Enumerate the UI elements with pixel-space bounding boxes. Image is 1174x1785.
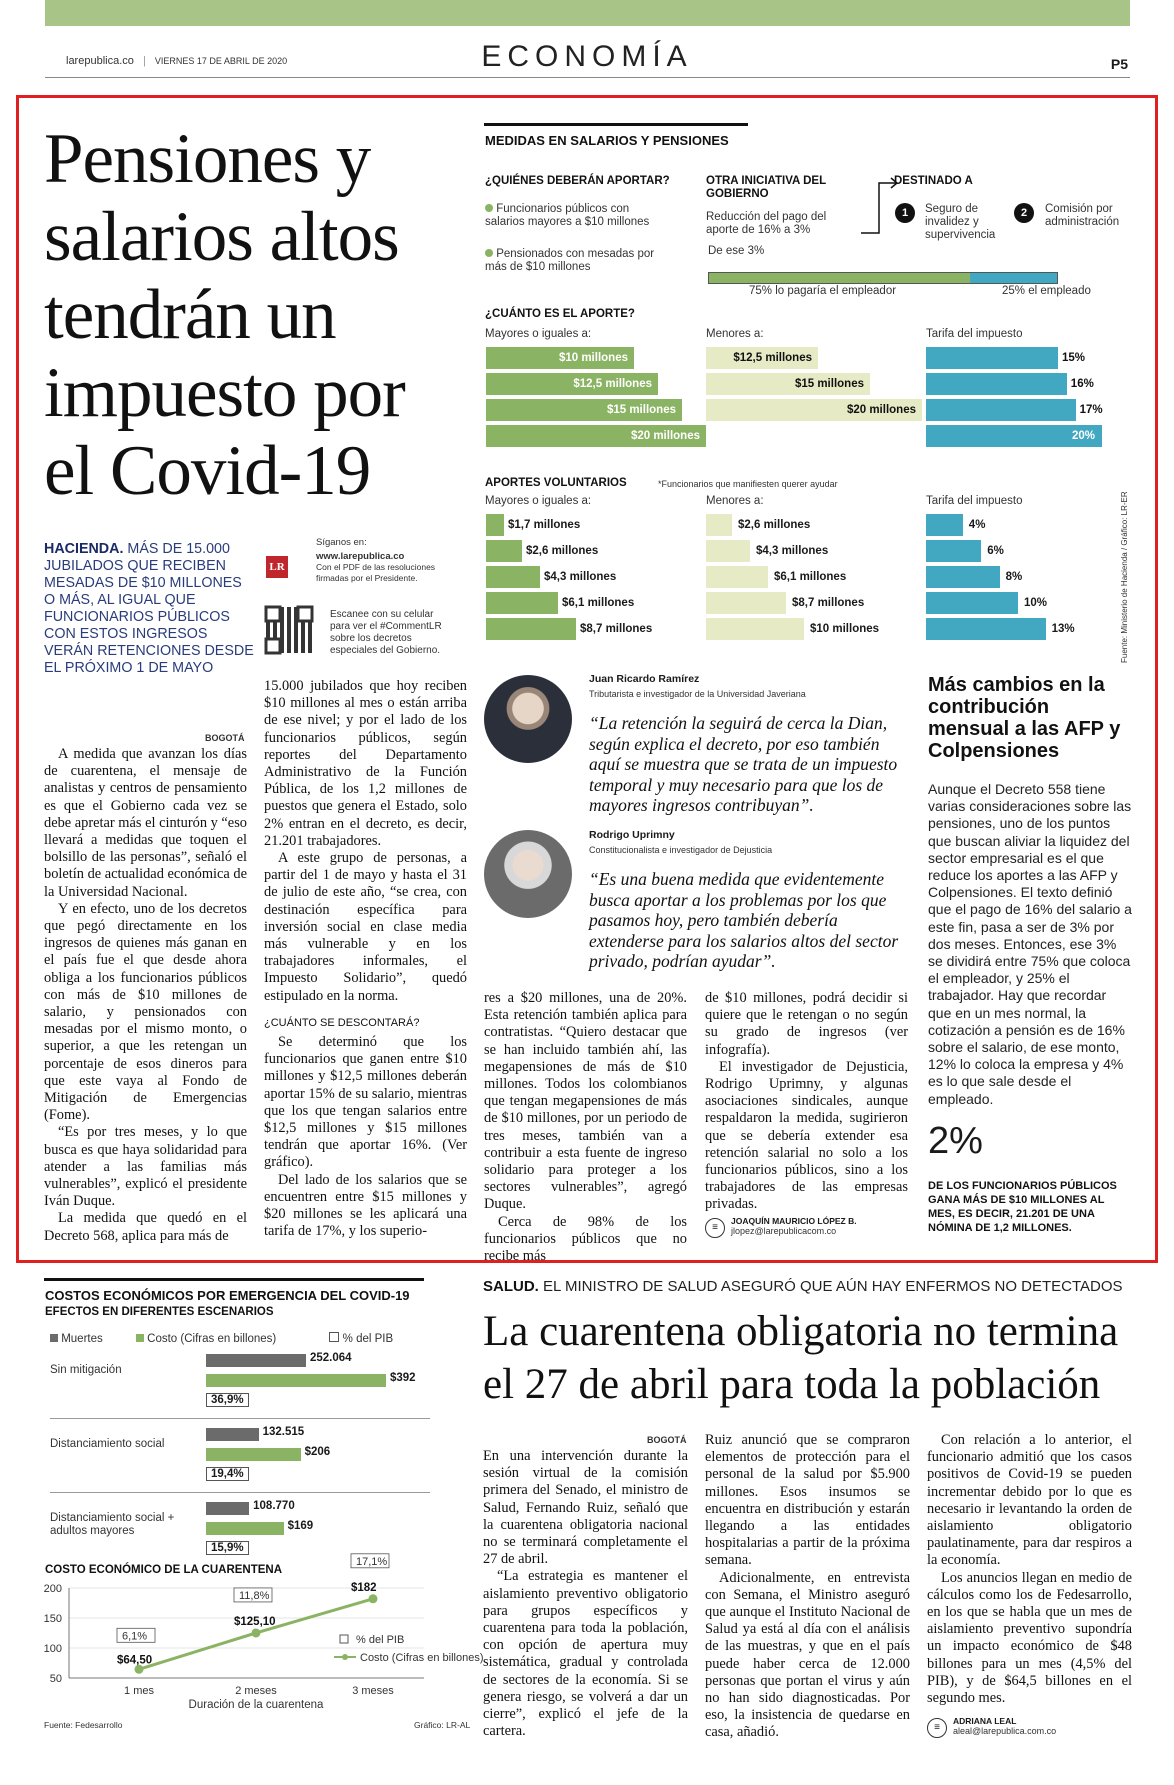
lt-bar: [706, 592, 786, 614]
ge-bar-label: $4,3 millones: [544, 571, 617, 583]
deaths-value: 252.064: [310, 1352, 352, 1364]
lt-bar: [706, 566, 768, 588]
employee-label: 25% el empleado: [1002, 285, 1091, 297]
callout-stat: 2%: [928, 1120, 983, 1162]
cost-bar: [206, 1374, 386, 1387]
follow-label: Síganos en:: [316, 537, 367, 548]
scenario-label: Distanciamiento social: [50, 1438, 165, 1450]
pct-value: 15,9%: [206, 1541, 249, 1555]
paragraph: Adicionalmente, en entrevista con Semana, el Ministro aseguró que aunque el Instituto Nacional de Salud ya está al día con el análisis de las muestras, y que en el país puede haber cerca de 12.000 personas que portan el virus y aún no han sido diagnosticadas. Por eso, la insistencia de quedarse en casa, añadió.: [705, 1569, 910, 1741]
paragraph: A medida que avanzan los días de cuarentena, el mensaje de analistas y centros de pensamiento es que el Gobierno cada vez se debe apretar más el cinturón y “eso llevará a medidas que toquen el bolsillo de las personas”, señaló el boletín de actualidad económica de la Universidad Nacional.: [44, 746, 247, 900]
article2-kicker: SALUD.: [483, 1278, 539, 1295]
tax-bar: [926, 373, 1067, 395]
ge-bar-label: $2,6 millones: [526, 545, 599, 557]
data-label: $125,10: [234, 1615, 276, 1628]
ge-bar: $10 millones: [486, 347, 634, 369]
top-color-band: [45, 0, 1130, 26]
paragraph: Y en efecto, uno de los decretos que pegó directamente en los ingresos de quienes más ganan en el país fue el que desde ahora obliga a los funcionarios públicos con más de $10 millones de salario, y pensionados con mesadas por el mismo monto, o superior, a que les retengan un porcentaje de esos dineros para que este vaya al Fondo de Mitigación de Emergencias (Fome).: [44, 900, 247, 1124]
legend-point: [342, 1654, 348, 1660]
dest-title: DESTINADO A: [894, 175, 973, 187]
paragraph: Con relación a lo anterior, el funcionario admitió que los casos positivos de Covid-19 se pueden incrementar debido por lo que es necesario ir levantando la orden de aislamiento obligatorio paulatinamente, para dar respiros a la economía.: [927, 1432, 1132, 1569]
section-title: ECONOMÍA: [481, 40, 693, 73]
deaths-bar: [206, 1354, 306, 1367]
tax-bar: [926, 540, 981, 562]
data-point: [252, 1628, 261, 1637]
pct-label: 17,1%: [356, 1555, 388, 1568]
lede-kicker: HACIENDA.: [44, 541, 124, 557]
x-tick-label: 1 mes: [124, 1685, 154, 1697]
y-tick-label: 200: [43, 1583, 62, 1595]
dest-badge-2: 2: [1014, 203, 1034, 223]
quote-text: “La retención la seguirá de cerca la Dian, según explica el decreto, por eso también aquí se muestra que se trata de un impuesto temporal y muy necesario para que los de mayores ingresos contribuyan”.: [589, 713, 898, 815]
vol-note: *Funcionarios que manifiesten querer ayudar: [658, 479, 838, 489]
author-name: JOAQUÍN MAURICIO LÓPEZ B.: [731, 1216, 857, 1226]
lt-bar: $12,5 millones: [706, 347, 818, 369]
legend-label: Costo (Cifras en billones): [147, 1333, 277, 1345]
ge-bar: $20 millones: [486, 425, 706, 447]
ge-bar-label: $8,7 millones: [580, 623, 653, 635]
article-lede: [44, 541, 254, 677]
masthead-meta: larepublica.co | VIERNES 17 DE ABRIL DE 2020: [66, 55, 288, 67]
legend-swatch: [340, 1635, 348, 1643]
deaths-value: 132.515: [262, 1426, 305, 1438]
lt-bar: [706, 618, 804, 640]
paragraph: res a $20 millones, una de 20%. Esta retención también aplica para contratistas. “Quiero destacar que se han incluido también ahí, las megapensiones de más de $10 millones. Todos los colombianos que tengan megapensiones de más de $10 millones, por un periodo de tres meses, también van a contribuir a esta fuente de ingreso solidario para proteger a los sectores vulnerables”, agregó Duque.: [484, 990, 687, 1213]
ge-bar: $15 millones: [486, 399, 682, 421]
cost-bar: [206, 1522, 284, 1535]
article-col-4: [705, 990, 908, 1214]
data-label: $64,50: [117, 1654, 153, 1667]
ge-bar: [486, 540, 522, 562]
follow-text: Con el PDF de las resoluciones firmadas por el Presidente.: [316, 562, 436, 583]
costs-legend: [50, 1332, 470, 1345]
ge-bar: [486, 592, 558, 614]
x-tick-label: 2 meses: [235, 1685, 277, 1697]
ge-bar: [486, 566, 540, 588]
quote-name: Juan Ricardo Ramírez: [589, 673, 700, 685]
quote-text: “Es una buena medida que evidentemente busca aportar a los problemas por los que pasamos hoy, pero también debería extenderse para los salarios altos del sector privado, podrían ayudar”.: [589, 869, 899, 971]
infographic-title-rule: [484, 123, 748, 126]
costs-subtitle: EFECTOS EN DIFERENTES ESCENARIOS: [45, 1306, 274, 1318]
callout-text: Aunque el Decreto 558 tiene varias consideraciones sobre las pensiones, uno de los puntos que buscan aliviar la liquidez del sector empresarial es el que reduce los aportes a las AFP y Colpensiones. El texto definió que el pago de 16% del salario a este fin, pasa a ser de 3% por dos meses. Entonces, ese 3% se dividirá entre 75% que coloca el empleador, y 25% el trabajador. Hay que recordar que en un mes normal, la cotización a pensión es de 16% sobre el salario, de ese monto, 12% lo coloca la empresa y 4% es lo que sale desde el empleado.: [928, 781, 1132, 1107]
tax-value: 16%: [1070, 378, 1094, 390]
lt-bar: $20 millones: [706, 399, 922, 421]
data-point: [369, 1594, 378, 1603]
paragraph: “La estrategia es mantener el aislamiento preventivo obligatorio para grupos específicos y cuarentena para toda la población, con opción de apertura muy sistemática, gradual y controlada de sectores de la economía. Si se genera riesgo, se volverá a dar un cierre”, explicó el jefe de la cartera.: [483, 1568, 688, 1740]
article2-col-1: [483, 1448, 688, 1740]
header-divider: [45, 77, 1130, 78]
article2-col-3: [927, 1432, 1132, 1707]
follow-block: [316, 537, 436, 584]
flow-arrow-icon: [859, 175, 899, 235]
paragraph: Ruiz anunció que se compraron elementos de protección para el personal de la salud por $5.900 millones. Esos insumos se encuentra en distribución y estarán llegando a las entidades hospitalarias a partir de la próxima semana.: [705, 1432, 910, 1569]
bullet-icon: [485, 249, 493, 257]
other-text: Reducción del pago del aporte de 16% a 3%: [706, 211, 827, 236]
paragraph: La medida que quedó en el Decreto 568, aplica para más de: [44, 1210, 247, 1244]
follow-site[interactable]: www.larepublica.co: [316, 551, 405, 562]
paragraph: Cerca de 98% de los funcionarios públicos que no recibe más: [484, 1213, 687, 1265]
ge-bar: $12,5 millones: [486, 373, 658, 395]
tax-value: 17%: [1079, 404, 1103, 416]
lt-label: Menores a:: [706, 328, 764, 340]
article-col-3: [484, 990, 687, 1265]
chat-icon: ≡: [927, 1718, 947, 1738]
avatar: [484, 675, 572, 763]
callout-stat-text: DE LOS FUNCIONARIOS PÚBLICOS GANA MÁS DE $10 MILLONES AL MES, ES DECIR, 21.201 DE UNA NÓMINA DE 1,2 MILLONES.: [928, 1180, 1117, 1234]
tax-bar: [926, 347, 1058, 369]
who-item: [485, 203, 665, 229]
cost-value: $392: [390, 1372, 416, 1384]
tax-bar: [926, 592, 1018, 614]
lt-bar-label: $2,6 millones: [738, 519, 811, 531]
tax-value: 6%: [987, 545, 1004, 557]
dateline: BOGOTÁ: [205, 733, 245, 743]
qr-code-icon[interactable]: [266, 607, 312, 653]
paragraph: Del lado de los salarios que se encuentren entre $15 millones y $20 millones se les aplicará una tarifa de 17%, y los superio-: [264, 1171, 467, 1240]
costs-title: COSTOS ECONÓMICOS POR EMERGENCIA DEL COVID-19: [45, 1288, 410, 1303]
paragraph: Se determinó que los funcionarios que ganen entre $10 millones y $12,5 millones deberán aportar 15% de su salario, mientras que los que tengan salarios entre $12,5 millones y $15 millones tendrán que aportar 16%. (Ver gráfico).: [264, 1034, 468, 1171]
legend-label: Muertes: [61, 1333, 103, 1345]
costs-chart: [43, 1278, 484, 1738]
chart-source: Fuente: Fedesarrollo: [44, 1720, 123, 1730]
tax-bar: [926, 514, 963, 536]
y-tick-label: 100: [43, 1643, 62, 1655]
qr-caption: Escanee con su celular para ver el #CommentLR sobre los decretos especiales del Gobierno.: [330, 609, 442, 656]
other-title: OTRA INICIATIVA DEL GOBIERNO: [706, 175, 826, 200]
lt-bar-label: $8,7 millones: [792, 597, 865, 609]
employer-share: [709, 273, 970, 283]
deaths-value: 108.770: [253, 1500, 295, 1512]
pct-value: 19,4%: [206, 1467, 249, 1481]
vol-title: APORTES VOLUNTARIOS: [485, 477, 627, 489]
scenario-label: Distanciamiento social + adultos mayores: [50, 1512, 175, 1537]
infographic-title: MEDIDAS EN SALARIOS Y PENSIONES: [485, 133, 729, 148]
infographic: [484, 123, 1130, 663]
employer-label: 75% lo pagaría el empleador: [749, 285, 897, 297]
who-item-text: Pensionados con mesadas por más de $10 millones: [485, 248, 655, 273]
tax-value: 4%: [968, 519, 986, 531]
infographic-source: Fuente: Ministerio de Hacienda / Gráfico: LR-ER: [1120, 491, 1129, 663]
ge-bar-label: $6,1 millones: [562, 597, 635, 609]
split-bar: [708, 272, 1058, 284]
legend-label: % del PIB: [356, 1634, 405, 1646]
cost-bar: [206, 1448, 301, 1461]
paragraph: Los anuncios llegan en medio de cálculos como los de Fedesarrollo, en los que se habla que un mes de aislamiento preventivo supondría un impacto económico de $48 billones para un mes (4,5% del PIB), y de $64,5 billones en el segundo mes.: [927, 1569, 1132, 1707]
author-email[interactable]: jlopez@larepublicacom.co: [731, 1226, 837, 1236]
lt-bar: $15 millones: [706, 373, 870, 395]
tax-value: 13%: [1051, 623, 1075, 635]
paragraph: En una intervención durante la sesión virtual de la comisión primera del Senado, el ministro de Salud, Fernando Ruiz, señaló que la cuarentena obligatoria nacional no se terminará completamente el 27 de abril.: [483, 1448, 688, 1568]
article2-headline: La cuarentena obligatoria no termina el 27 de abril para toda la población: [483, 1308, 1119, 1408]
article2-col-2: [705, 1432, 910, 1742]
lt-bar-label: $6,1 millones: [774, 571, 847, 583]
tax-label: Tarifa del impuesto: [926, 328, 1023, 340]
lt-bar-label: $10 millones: [810, 623, 880, 635]
tax-bar: [926, 399, 1076, 421]
tax-bar: [926, 566, 1000, 588]
row-divider: [50, 1418, 430, 1419]
y-tick-label: 50: [49, 1673, 62, 1685]
lt-label: Menores a:: [706, 495, 764, 507]
tax-value: 20%: [1072, 430, 1096, 442]
x-tick-label: 3 meses: [352, 1685, 394, 1697]
of-that: De ese 3%: [708, 245, 765, 257]
author-name: ADRIANA LEAL: [953, 1716, 1017, 1726]
deaths-bar: [206, 1428, 259, 1441]
author-block: [705, 1216, 910, 1236]
legend-swatch: [136, 1334, 144, 1342]
ge-label: Mayores o iguales a:: [485, 328, 592, 340]
lt-bar: [706, 540, 750, 562]
paragraph: A este grupo de personas, a partir del 1 de mayo y hasta el 31 de julio de este año, “se crea, con destinación específica para inversión social en clase media más vulnerable y en los trabajadores informales, el Impuesto Solidario”, quedó estipulado en la norma.: [264, 850, 467, 1004]
ge-bar: [486, 514, 504, 536]
dest-item-text: Comisión por administración: [1045, 203, 1120, 228]
article2-dateline: BOGOTÁ: [647, 1435, 687, 1445]
bullet-icon: [485, 204, 493, 212]
ge-bar: [486, 618, 576, 640]
paragraph: El investigador de Dejusticia, Rodrigo Uprimny, y algunas asociaciones sindicales, aunque respaldaron la medida, sugirieron que se debería extender esa retención salarial no solo a los funcionarios públicos, sino a los trabajadores de las empresas privadas.: [705, 1058, 908, 1213]
quote-name: Rodrigo Uprimny: [589, 829, 675, 841]
article2-lede: [483, 1278, 1123, 1295]
tax-label: Tarifa del impuesto: [926, 495, 1023, 507]
legend-swatch: [329, 1332, 339, 1342]
pct-label: 11,8%: [239, 1589, 270, 1602]
lt-bar-label: $4,3 millones: [756, 545, 829, 557]
ge-label: Mayores o iguales a:: [485, 495, 592, 507]
article-col-1: [44, 746, 247, 1245]
site-name[interactable]: larepublica.co: [66, 55, 134, 67]
qr-pattern: [266, 607, 312, 653]
issue-date: VIERNES 17 DE ABRIL DE 2020: [154, 56, 288, 66]
article-headline: Pensiones y salarios altos tendrán un impuesto por el Covid-19: [44, 120, 405, 510]
paragraph: 15.000 jubilados que hoy reciben $10 millones al mes o están arriba de ese nivel; y por el lado de los funcionarios públicos, según reportes del Departamento Administrativo de la Función Pública, de los 1,2 millones de puestos que genera el Estado, solo 2% entran en el decreto, es decir, 21.201 trabajadores.: [264, 678, 467, 849]
author-email[interactable]: aleal@larepublica.com.co: [953, 1726, 1057, 1736]
quote-role: Tributarista e investigador de la Universidad Javeriana: [589, 689, 806, 699]
cost-value: $206: [304, 1446, 331, 1458]
article2-lede-text: EL MINISTRO DE SALUD ASEGURÓ QUE AÚN HAY ENFERMOS NO DETECTADOS: [543, 1278, 1123, 1295]
article-col-2: [264, 678, 467, 1241]
quarantine-title: COSTO ECONÓMICO DE LA CUARENTENA: [45, 1564, 283, 1576]
callout-title: Más cambios en la contribución mensual a las AFP y Colpensiones: [928, 674, 1121, 762]
chart-credit: Gráfico: LR-AL: [414, 1720, 471, 1730]
tax-bar: [926, 618, 1046, 640]
dest-item-text: Seguro de invalidez y supervivencia: [925, 203, 996, 241]
employee-share: [970, 273, 1057, 283]
lt-bar: [706, 514, 732, 536]
paragraph: “Es por tres meses, y lo que busca es que haya solidaridad para atender a las familias más vulnerables”, explicó el presidente Iván Duque.: [44, 1124, 247, 1210]
y-tick-label: 150: [43, 1613, 62, 1625]
costs-title-rule: [44, 1278, 424, 1281]
how-title: ¿CUÁNTO ES EL APORTE?: [485, 308, 635, 320]
page-number: P5: [1110, 56, 1128, 72]
quote-role: Constitucionalista e investigador de Dejusticia: [589, 845, 773, 855]
x-axis-label: Duración de la cuarentena: [188, 1699, 324, 1711]
tax-value: 15%: [1062, 352, 1086, 364]
article2-author-block: [927, 1716, 1132, 1736]
scenario-label: Sin mitigación: [50, 1364, 122, 1376]
tax-value: 10%: [1024, 597, 1048, 609]
deaths-bar: [206, 1502, 249, 1515]
who-title: ¿QUIÉNES DEBERÁN APORTAR?: [485, 175, 670, 187]
subhead: ¿CUÁNTO SE DESCONTARÁ?: [264, 1016, 420, 1029]
legend-swatch: [50, 1334, 58, 1342]
paragraph: de $10 millones, podrá decidir si quiere que le retengan o no según su grado de ingresos (ver infografía).: [705, 990, 908, 1058]
legend-label: % del PIB: [342, 1333, 394, 1345]
dest-badge-1: 1: [895, 203, 915, 223]
pct-value: 36,9%: [206, 1393, 249, 1407]
ge-bar-label: $1,7 millones: [508, 519, 581, 531]
data-label: $182: [351, 1581, 377, 1594]
pct-label: 6,1%: [122, 1630, 148, 1643]
lede-text: MÁS DE 15.000 JUBILADOS QUE RECIBEN MESADAS DE $10 MILLONES O MÁS, AL IGUAL QUE FUNCIONARIOS PÚBLICOS CON ESTOS INGRESOS VERÁN RETENCIONES DESDE EL PRÓXIMO 1 DE MAYO: [44, 541, 254, 676]
who-item-text: Funcionarios públicos con salarios mayores a $10 millones: [485, 203, 650, 228]
chat-icon: ≡: [705, 1218, 725, 1238]
tax-value: 8%: [1005, 571, 1023, 583]
cost-value: $169: [287, 1520, 314, 1532]
who-item: [485, 248, 665, 274]
lr-logo-icon: LR: [266, 556, 288, 578]
avatar: [484, 830, 572, 918]
row-divider: [50, 1492, 430, 1493]
legend-label: Costo (Cifras en billones): [360, 1652, 484, 1664]
